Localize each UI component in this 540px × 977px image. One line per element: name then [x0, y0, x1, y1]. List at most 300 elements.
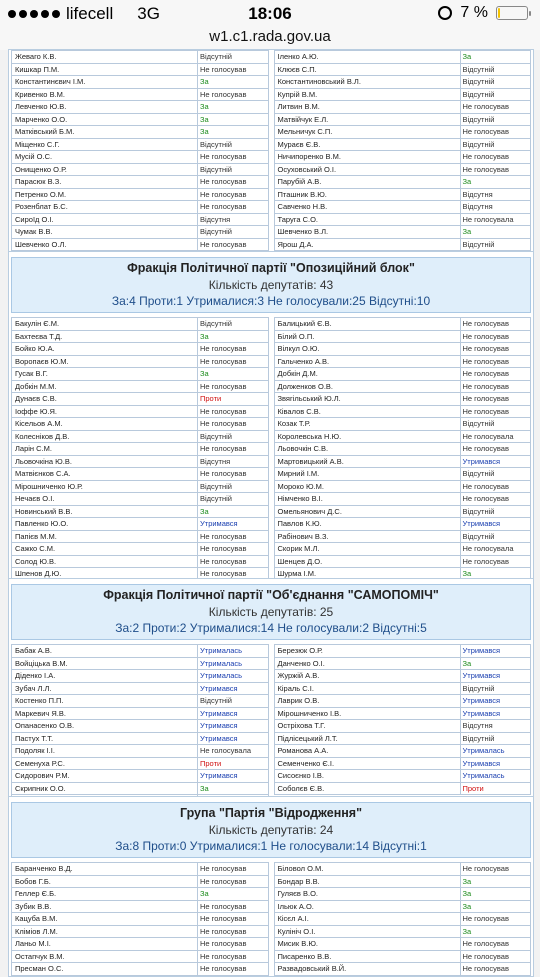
vote-result: Не голосував — [462, 164, 509, 174]
deputy-name: Константиновський В.Л. — [275, 76, 461, 88]
deputy-row — [274, 782, 532, 796]
vote-summary: За:4 Проти:1 Утрималися:3 Не голосували:25 Відсутні:10 — [111, 294, 431, 308]
deputy-name: Журжій А.В. — [275, 670, 461, 682]
deputy-name: Добкін Д.М. — [275, 368, 461, 380]
deputy-row — [274, 163, 532, 176]
vote-result: Утрималась — [462, 746, 505, 755]
vote-result: Не голосував — [462, 331, 509, 341]
deputy-name: Сидорович Р.М. — [12, 770, 198, 782]
deputy-row — [11, 63, 269, 76]
deputy-row — [274, 213, 532, 226]
vote-result: За — [200, 369, 209, 378]
vote-result: Не голосував — [462, 864, 509, 873]
deputy-name: Павлов К.Ю. — [275, 518, 461, 530]
deputy-name: Вілкул О.Ю. — [275, 343, 461, 355]
vote-result: Не голосував — [200, 202, 247, 211]
deputy-name: Гусак В.Г. — [12, 368, 198, 380]
deputy-name: Семенченко Є.І. — [275, 758, 461, 770]
deputy-name: Мирний І.М. — [275, 468, 461, 480]
deputy-row — [11, 492, 269, 505]
deputy-row — [11, 694, 269, 707]
deputy-name: Войціцька В.М. — [12, 658, 198, 670]
deputy-row — [274, 912, 532, 925]
vote-result: Відсутній — [200, 494, 232, 503]
faction-title: Група "Партія "Відродження" — [179, 806, 363, 820]
deputy-name: Бахтеєва Т.Д. — [12, 331, 198, 343]
deputy-row — [11, 937, 269, 950]
vote-result: Не голосував — [200, 469, 247, 478]
deputy-name: Кісельов А.М. — [12, 418, 198, 430]
vote-result: Не голосував — [200, 152, 247, 161]
vote-result: Не голосував — [200, 189, 247, 199]
deputy-name: Онищенко О.Р. — [12, 164, 198, 176]
deputy-name: Розенблат Б.С. — [12, 201, 198, 213]
deputy-name: Діденко І.А. — [12, 670, 198, 682]
right-column — [274, 644, 532, 808]
vote-result: Не голосував — [462, 381, 509, 391]
deputy-row — [274, 530, 532, 543]
deputy-row — [274, 962, 532, 976]
deputy-row — [11, 238, 269, 252]
vote-result: Утримався — [200, 708, 238, 718]
deputy-row — [274, 238, 532, 252]
deputy-row — [11, 530, 269, 543]
vote-result: Утримався — [462, 758, 501, 768]
deputy-row — [11, 900, 269, 913]
deputy-name: Льовочкін С.В. — [275, 443, 461, 455]
deputy-row — [11, 644, 269, 657]
deputy-row — [274, 505, 532, 518]
deputy-name: Соболєв Є.В. — [275, 783, 461, 795]
deputy-row — [11, 88, 269, 101]
deputy-row — [11, 355, 269, 368]
deputy-name: Матвієнков С.А. — [12, 468, 198, 480]
deputy-name: Колесніков Д.В. — [12, 431, 198, 443]
vote-result: За — [462, 52, 472, 61]
deputy-row — [274, 50, 532, 63]
vote-result: Відсутній — [462, 419, 495, 428]
deputy-row — [11, 744, 269, 757]
deputy-row — [274, 925, 532, 938]
vote-result: За — [462, 658, 472, 668]
vote-result: За — [200, 331, 209, 341]
deputy-name: Нечаєв О.І. — [12, 493, 198, 505]
deputy-row — [274, 342, 532, 355]
deputy-name: Жеваго К.В. — [12, 51, 198, 63]
deputy-name: Міщенко С.Г. — [12, 139, 198, 151]
deputy-name: Мірошниченко Ю.Р. — [12, 481, 198, 493]
vote-result: Відсутній — [200, 52, 232, 61]
vote-result: Не голосувала — [462, 431, 514, 441]
right-column — [274, 862, 532, 976]
deputy-row — [11, 317, 269, 330]
deputy-name: Шенцев Д.О. — [275, 556, 461, 568]
deputy-row — [274, 63, 532, 76]
vote-result: Відсутній — [462, 77, 495, 86]
vote-result: Не голосував — [462, 964, 509, 973]
deputy-name: Матвійчук Е.Л. — [275, 114, 461, 126]
deputy-row — [274, 657, 532, 670]
alarm-clock-icon — [438, 6, 452, 20]
deputy-row — [274, 367, 532, 380]
deputy-row — [11, 392, 269, 405]
vote-result: Утрималась — [200, 658, 243, 668]
vote-summary: За:2 Проти:2 Утрималися:14 Не голосували:2 Відсутні:5 — [115, 621, 427, 635]
deputy-row — [11, 455, 269, 468]
vote-result: Не голосував — [462, 939, 509, 948]
deputy-name: Ільюк А.О. — [275, 901, 461, 913]
deputy-name: Новинський В.В. — [12, 506, 198, 518]
faction-section — [8, 49, 534, 252]
vote-result: Не голосував — [200, 556, 247, 566]
vote-result: Не голосував — [462, 369, 509, 378]
deputy-row — [11, 430, 269, 443]
deputy-name: Марченко О.О. — [12, 114, 198, 126]
vote-result: Відсутня — [200, 456, 231, 466]
vote-result: Відсутня — [462, 721, 493, 730]
deputy-row — [274, 542, 532, 555]
vote-result: За — [200, 114, 209, 124]
deputy-row — [274, 950, 532, 963]
page-content[interactable] — [0, 50, 540, 973]
deputy-row — [274, 517, 532, 530]
vote-result: Утримався — [462, 671, 501, 680]
vote-result: Утримався — [462, 456, 501, 466]
deputy-name: Іленко А.Ю. — [275, 51, 461, 63]
deputy-row — [274, 188, 532, 201]
deputy-name: Королевська Н.Ю. — [275, 431, 461, 443]
deputy-row — [11, 100, 269, 113]
deputy-name: Сисоєнко І.В. — [275, 770, 461, 782]
vote-result: Не голосував — [462, 494, 509, 503]
vote-result: За — [200, 889, 209, 898]
deputy-row — [274, 355, 532, 368]
deputy-name: Матківський Б.М. — [12, 126, 198, 138]
deputy-row — [11, 862, 269, 875]
vote-result: Не голосував — [200, 64, 247, 74]
deputy-name: Долженков О.В. — [275, 381, 461, 393]
deputy-row — [11, 912, 269, 925]
deputy-name: Клюєв С.П. — [275, 64, 461, 76]
deputy-name: Іоффе Ю.Я. — [12, 406, 198, 418]
deputy-row — [11, 213, 269, 226]
deputy-name: Мірошниченко І.В. — [275, 708, 461, 720]
deputy-row — [274, 430, 532, 443]
deputy-row — [274, 442, 532, 455]
deputy-row — [11, 225, 269, 238]
url-text[interactable]: w1.c1.rada.gov.ua — [209, 28, 331, 45]
vote-result: За — [200, 77, 209, 86]
faction-section — [8, 251, 534, 594]
deputy-count: Кількість депутатів: 25 — [208, 605, 334, 619]
vote-result: Утримався — [200, 721, 238, 730]
deputy-name: Березюк О.Р. — [275, 645, 461, 657]
vote-result: Не голосував — [200, 239, 247, 249]
vote-result: Не голосував — [200, 951, 247, 961]
deputy-row — [274, 138, 532, 151]
faction-header — [11, 257, 531, 313]
deputy-name: Данченко О.І. — [275, 658, 461, 670]
deputy-name: Сироїд О.І. — [12, 214, 198, 226]
deputy-row — [11, 125, 269, 138]
deputy-row — [274, 405, 532, 418]
vote-result: Відсутній — [462, 683, 495, 693]
deputy-name: Опанасенко О.В. — [12, 720, 198, 732]
deputy-name: Зубач Л.Л. — [12, 683, 198, 695]
deputy-name: Савченко Н.В. — [275, 201, 461, 213]
faction-title: Фракція Політичної партії "Об'єднання "САМОПОМІЧ" — [103, 588, 439, 602]
deputy-name: Бакулін Є.М. — [12, 318, 198, 330]
deputy-name: Балицький Є.В. — [275, 318, 461, 330]
faction-header — [11, 802, 531, 858]
deputy-row — [274, 875, 532, 888]
vote-result: Відсутній — [200, 431, 232, 441]
deputy-row — [11, 782, 269, 795]
deputy-name: Льовочкіна Ю.В. — [12, 456, 198, 468]
deputy-row — [274, 732, 532, 745]
vote-result: Не голосував — [200, 419, 247, 428]
deputy-name: Петренко О.М. — [12, 189, 198, 201]
deputy-row — [11, 75, 269, 88]
deputy-name: Солод Ю.В. — [12, 556, 198, 568]
vote-result: Не голосував — [462, 914, 509, 923]
vote-result: Проти — [200, 394, 222, 403]
deputy-row — [11, 669, 269, 682]
vote-result: Не голосував — [462, 102, 509, 111]
vote-result: За — [200, 127, 209, 136]
deputy-row — [11, 887, 269, 900]
deputy-name: Скорик М.Л. — [275, 543, 461, 555]
deputy-row — [274, 100, 532, 113]
deputy-name: Парасюк В.З. — [12, 176, 198, 188]
deputy-row — [274, 862, 532, 875]
vote-result: Не голосував — [462, 344, 509, 353]
deputy-row — [11, 719, 269, 732]
vote-result: Утримався — [200, 519, 238, 528]
deputy-name: Шпенов Д.Ю. — [12, 568, 198, 580]
vote-result: Не голосував — [200, 531, 247, 541]
vote-result: Не голосував — [200, 914, 247, 923]
deputy-row — [274, 769, 532, 782]
network-type: 3G — [137, 4, 160, 23]
vote-result: Не голосував — [462, 951, 509, 961]
vote-result: Не голосував — [200, 356, 247, 366]
deputy-row — [274, 317, 532, 330]
vote-result: За — [462, 177, 472, 186]
deputy-row — [11, 342, 269, 355]
deputy-row — [274, 175, 532, 188]
deputy-row — [274, 125, 532, 138]
left-column — [11, 644, 269, 808]
clock: 18:06 — [248, 4, 292, 23]
deputy-row — [11, 517, 269, 530]
vote-result: Не голосувала — [462, 544, 514, 553]
vote-result: Відсутня — [462, 189, 493, 199]
vote-result: За — [200, 102, 209, 111]
vote-result: Не голосував — [200, 964, 247, 973]
deputy-name: Омельянович Д.С. — [275, 506, 461, 518]
deputy-row — [274, 719, 532, 732]
vote-result: Відсутній — [462, 531, 495, 541]
deputy-row — [11, 50, 269, 63]
vote-result: Не голосував — [200, 569, 247, 578]
vote-result: Не голосував — [462, 406, 509, 416]
deputy-name: Підлісецький Л.Т. — [275, 733, 461, 745]
vote-result: Утрималась — [200, 646, 243, 655]
battery-percent: 7 % — [460, 4, 488, 21]
deputy-name: Шевченко В.Л. — [275, 226, 461, 238]
deputy-row — [274, 900, 532, 913]
vote-result: Не голосував — [200, 901, 247, 911]
vote-result: Утримався — [462, 696, 501, 705]
faction-title: Фракція Політичної партії "Опозиційний блок" — [127, 261, 415, 275]
deputy-row — [274, 467, 532, 480]
deputy-row — [274, 455, 532, 468]
left-column — [11, 317, 269, 593]
deputy-row — [11, 150, 269, 163]
deputy-row — [274, 480, 532, 493]
deputy-name: Бабак А.В. — [12, 645, 198, 657]
vote-result: Не голосував — [462, 319, 509, 328]
deputy-name: Зубик В.В. — [12, 901, 198, 913]
vote-result: Утримався — [462, 708, 501, 718]
deputy-name: Константинєвич І.М. — [12, 76, 198, 88]
deputy-row — [274, 707, 532, 720]
deputy-row — [11, 163, 269, 176]
deputy-row — [274, 380, 532, 393]
deputy-row — [274, 937, 532, 950]
deputy-row — [274, 669, 532, 682]
deputy-name: Кривенко В.М. — [12, 89, 198, 101]
vote-result: Не голосував — [200, 939, 247, 948]
vote-result: За — [462, 926, 472, 936]
deputy-row — [11, 467, 269, 480]
deputy-name: Ківалов С.В. — [275, 406, 461, 418]
vote-result: Відсутній — [200, 164, 232, 174]
deputy-name: Таруга С.О. — [275, 214, 461, 226]
vote-result: Не голосував — [462, 394, 509, 403]
deputy-row — [11, 757, 269, 770]
deputy-row — [11, 417, 269, 430]
left-column — [11, 862, 269, 976]
deputy-name: Ланьо М.І. — [12, 938, 198, 950]
vote-result: Відсутній — [200, 481, 232, 491]
deputy-name: Кулініч О.І. — [275, 926, 461, 938]
deputy-name: Семенуха Р.С. — [12, 758, 198, 770]
deputy-name: Гуляєв В.О. — [275, 888, 461, 900]
vote-result: Не голосував — [462, 481, 509, 491]
deputy-name: Остапчук В.М. — [12, 951, 198, 963]
vote-result: Не голосувала — [462, 214, 514, 224]
vote-result: Утримався — [462, 519, 501, 528]
status-bar — [0, 0, 540, 28]
deputy-row — [11, 555, 269, 568]
deputy-name: Воропаєв Ю.М. — [12, 356, 198, 368]
vote-result: Не голосував — [462, 356, 509, 366]
deputy-name: Гальченко А.В. — [275, 356, 461, 368]
deputy-row — [274, 694, 532, 707]
deputy-row — [274, 150, 532, 163]
deputy-row — [11, 925, 269, 938]
vote-result: Не голосував — [200, 89, 247, 99]
deputy-row — [274, 644, 532, 657]
deputy-row — [274, 417, 532, 430]
vote-result: За — [462, 569, 472, 578]
vote-result: Відсутній — [462, 506, 495, 516]
vote-result: Відсутня — [200, 214, 231, 224]
right-column — [274, 317, 532, 593]
vote-result: Не голосував — [200, 544, 247, 553]
deputy-row — [11, 188, 269, 201]
deputy-row — [11, 480, 269, 493]
deputy-name: Дунаєв С.В. — [12, 393, 198, 405]
vote-result: Не голосував — [200, 876, 247, 886]
deputy-name: Мороко Ю.М. — [275, 481, 461, 493]
vote-result: Відсутній — [462, 139, 495, 149]
vote-result: Відсутній — [200, 139, 232, 149]
deputy-row — [11, 875, 269, 888]
deputy-row — [11, 682, 269, 695]
vote-result: Не голосував — [200, 381, 247, 391]
address-bar[interactable] — [0, 28, 540, 50]
deputy-row — [11, 367, 269, 380]
deputy-row — [274, 887, 532, 900]
faction-section — [8, 578, 534, 809]
deputy-name: Бондар В.В. — [275, 876, 461, 888]
vote-summary: За:8 Проти:0 Утрималися:1 Не голосували:14 Відсутні:1 — [115, 839, 427, 853]
deputy-row — [11, 657, 269, 670]
deputy-row — [274, 225, 532, 238]
deputy-name: Мартовицький А.В. — [275, 456, 461, 468]
deputy-name: Геллер Є.Б. — [12, 888, 198, 900]
deputy-row — [274, 757, 532, 770]
carrier-name: lifecell — [66, 4, 114, 23]
deputy-name: Ничипоренко В.М. — [275, 151, 461, 163]
vote-result: Відсутній — [200, 227, 232, 236]
deputy-name: Пташник В.Ю. — [275, 189, 461, 201]
deputy-name: Біловол О.М. — [275, 863, 461, 875]
deputy-name: Развадовський В.Й. — [275, 963, 461, 975]
deputy-name: Кісєл А.І. — [275, 913, 461, 925]
vote-result: Утрималась — [200, 671, 243, 680]
deputy-name: Папієв М.М. — [12, 531, 198, 543]
deputy-row — [11, 200, 269, 213]
deputy-row — [274, 555, 532, 568]
deputy-row — [274, 113, 532, 126]
deputy-name: Козак Т.Р. — [275, 418, 461, 430]
deputy-row — [274, 492, 532, 505]
vote-result: Відсутній — [462, 239, 495, 249]
deputy-name: Левченко Ю.В. — [12, 101, 198, 113]
vote-result: Відсутній — [462, 733, 495, 743]
deputy-name: Кацуба В.М. — [12, 913, 198, 925]
deputy-name: Білий О.П. — [275, 331, 461, 343]
deputy-name: Шурма І.М. — [275, 568, 461, 580]
deputy-row — [11, 505, 269, 518]
deputy-name: Парубій А.В. — [275, 176, 461, 188]
deputy-row — [11, 113, 269, 126]
vote-result: Не голосував — [462, 152, 509, 161]
deputy-row — [11, 138, 269, 151]
battery-icon — [496, 6, 528, 20]
vote-result: Відсутній — [462, 64, 495, 74]
deputy-row — [274, 75, 532, 88]
deputy-name: Кишкар П.М. — [12, 64, 198, 76]
vote-result: За — [462, 227, 472, 236]
vote-result: Не голосував — [200, 177, 247, 186]
vote-result: Відсутній — [200, 319, 232, 328]
deputy-name: Лаврик О.В. — [275, 695, 461, 707]
